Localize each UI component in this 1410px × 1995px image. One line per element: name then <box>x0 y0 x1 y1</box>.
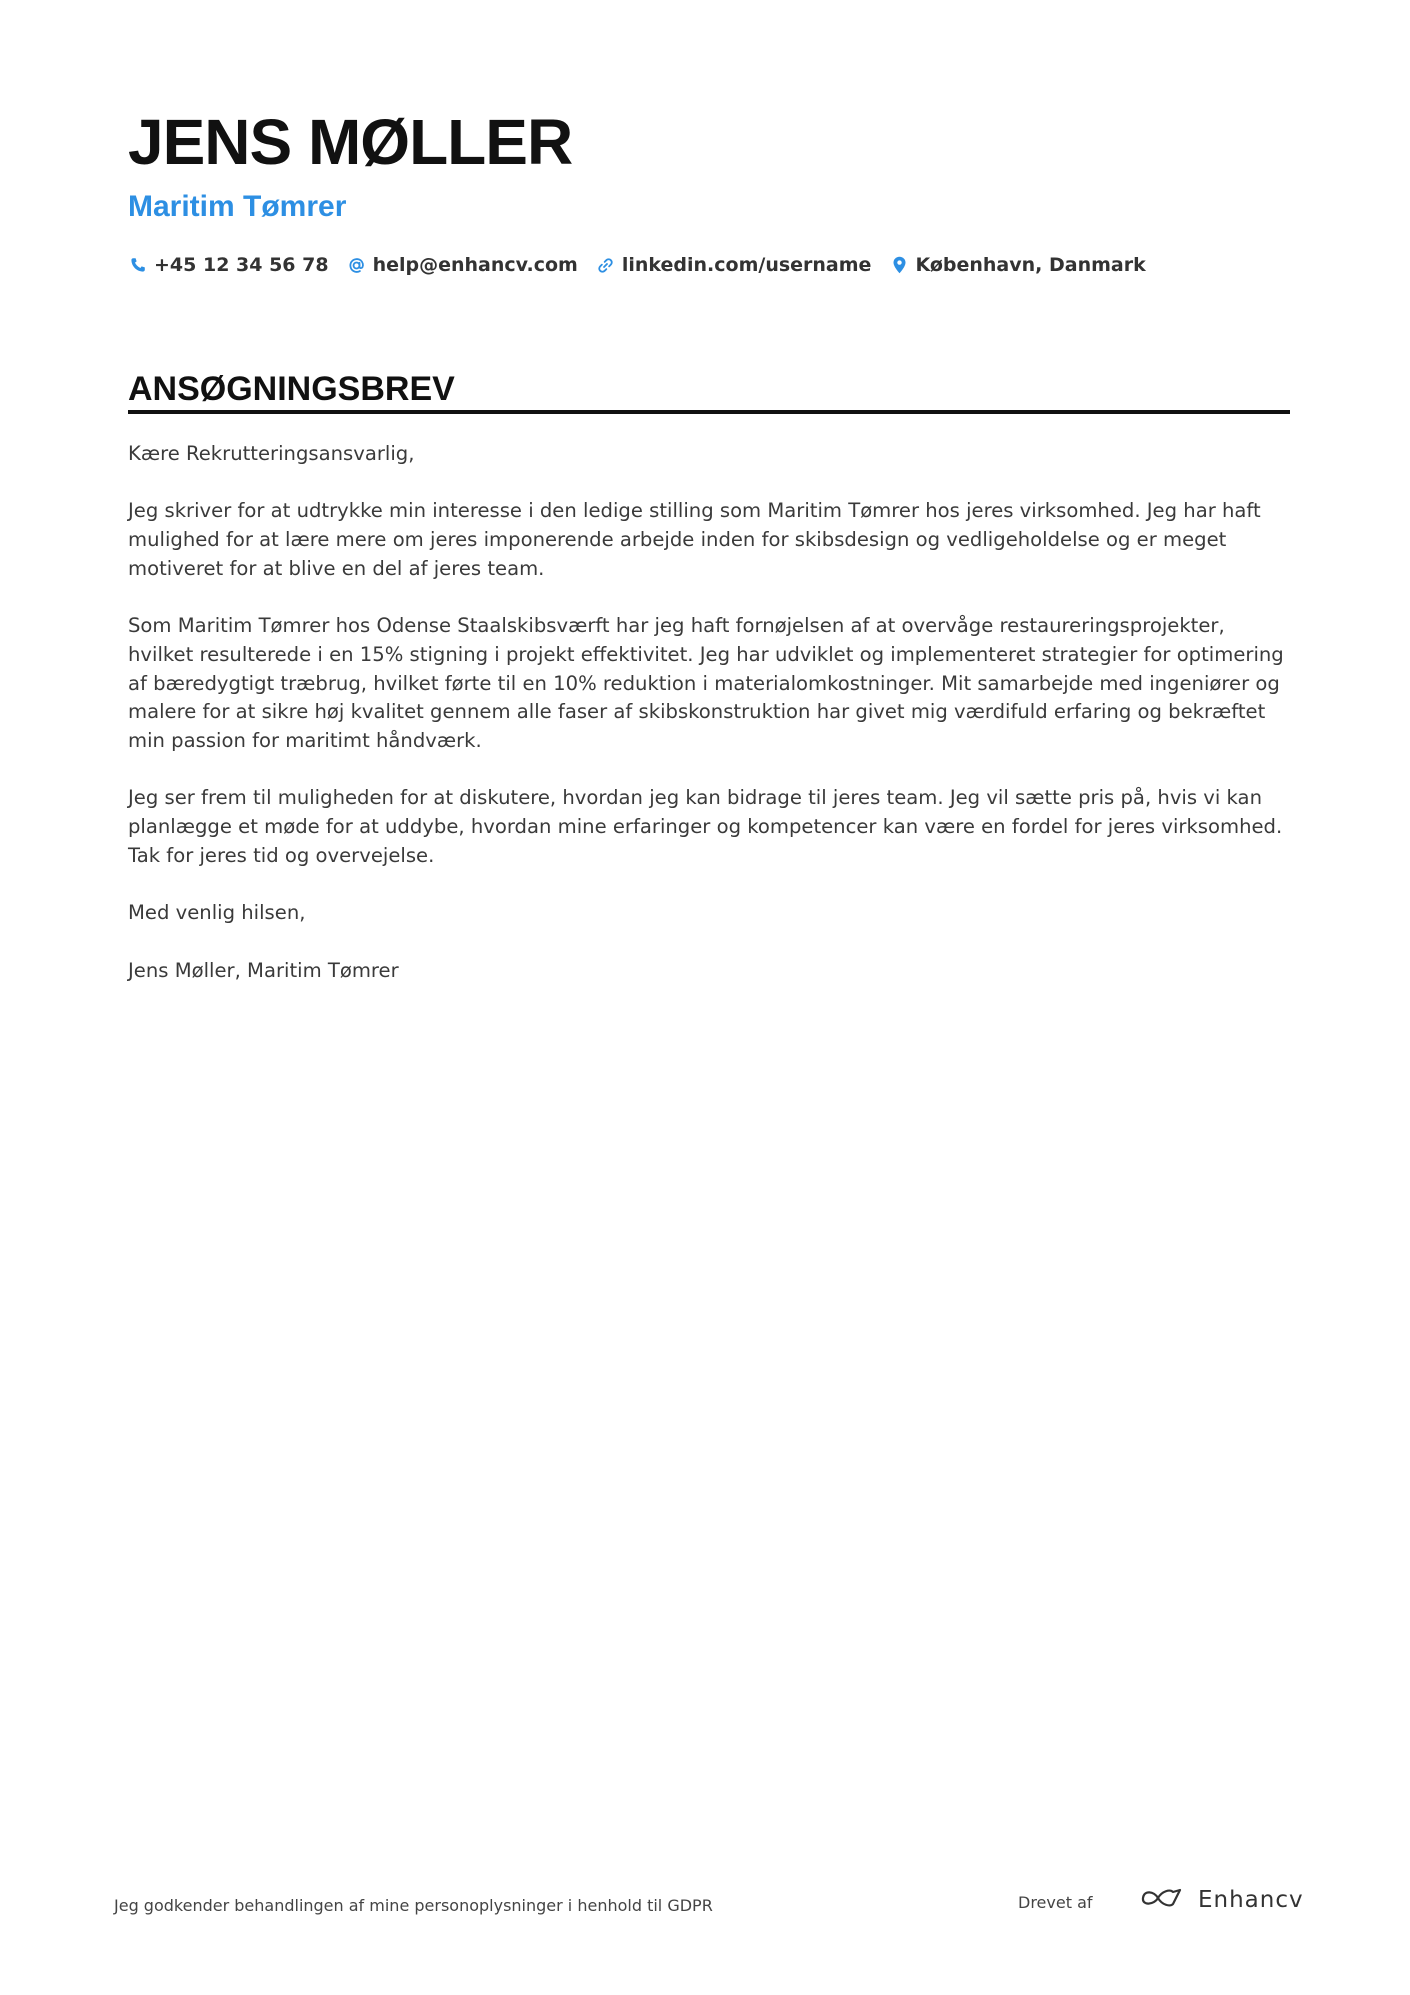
contact-phone-text: +45 12 34 56 78 <box>154 254 329 276</box>
contact-bar <box>128 254 1164 276</box>
at-icon <box>347 255 367 275</box>
location-pin-icon <box>889 255 909 275</box>
letter-body <box>128 440 1290 1014</box>
applicant-name: JENS MØLLER <box>128 106 573 178</box>
contact-email[interactable] <box>347 254 578 276</box>
letter-signature: Jens Møller, Maritim Tømrer <box>128 958 399 982</box>
letter-paragraph: Som Maritim Tømrer hos Odense Staalskibsværft har jeg haft fornøjelsen af at overvåge restaureringsprojekter, hvilket resulterede i en 15% stigning i projekt effektivitet. Jeg har udviklet og implementeret strategier for optimering af bæredygtigt træbrug, hvilket førte til en 10% reduktion i materialomkostninger. Mit samarbejde med ingeniører og malere for at sikre høj kvalitet gennem alle faser af skibskonstruktion har givet mig værdifuld erfaring og bekræftet min passion for maritimt håndværk. <box>128 614 1284 752</box>
phone-icon <box>128 255 148 275</box>
contact-location <box>889 254 1145 276</box>
gdpr-consent-note: Jeg godkender behandlingen af mine personoplysninger i henhold til GDPR <box>114 1896 713 1915</box>
contact-linkedin[interactable] <box>596 254 872 276</box>
enhancv-brand-link[interactable] <box>1140 1886 1304 1914</box>
letter-paragraph: Jeg ser frem til muligheden for at diskutere, hvordan jeg kan bidrage til jeres team. Jeg vil sætte pris på, hvis vi kan planlægge et møde for at uddybe, hvordan mine erfaringer og kompetencer kan være en fordel for jeres virksomhed. Tak for jeres tid og overvejelse. <box>128 786 1283 867</box>
letter-closing: Med venlig hilsen, <box>128 901 306 925</box>
applicant-title: Maritim Tømrer <box>128 190 347 223</box>
enhancv-logo-icon <box>1140 1886 1186 1914</box>
letter-paragraph: Jeg skriver for at udtrykke min interesse i den ledige stilling som Maritim Tømrer hos jeres virksomhed. Jeg har haft mulighed for at lære mere om jeres imponerende arbejde inden for skibsdesign og vedligeholdelse og er meget motiveret for at blive en del af jeres team. <box>128 499 1261 580</box>
section-title: ANSØGNINGSBREV <box>128 370 455 408</box>
contact-phone[interactable] <box>128 254 329 276</box>
link-icon <box>596 255 616 275</box>
section-divider <box>128 410 1290 414</box>
powered-by-label: Drevet af <box>1018 1893 1093 1912</box>
contact-linkedin-text: linkedin.com/username <box>621 254 872 276</box>
letter-greeting: Kære Rekrutteringsansvarlig, <box>128 442 415 465</box>
contact-email-text: help@enhancv.com <box>372 254 578 276</box>
enhancv-brand-name: Enhancv <box>1198 1887 1304 1913</box>
contact-location-text: København, Danmark <box>915 254 1146 276</box>
